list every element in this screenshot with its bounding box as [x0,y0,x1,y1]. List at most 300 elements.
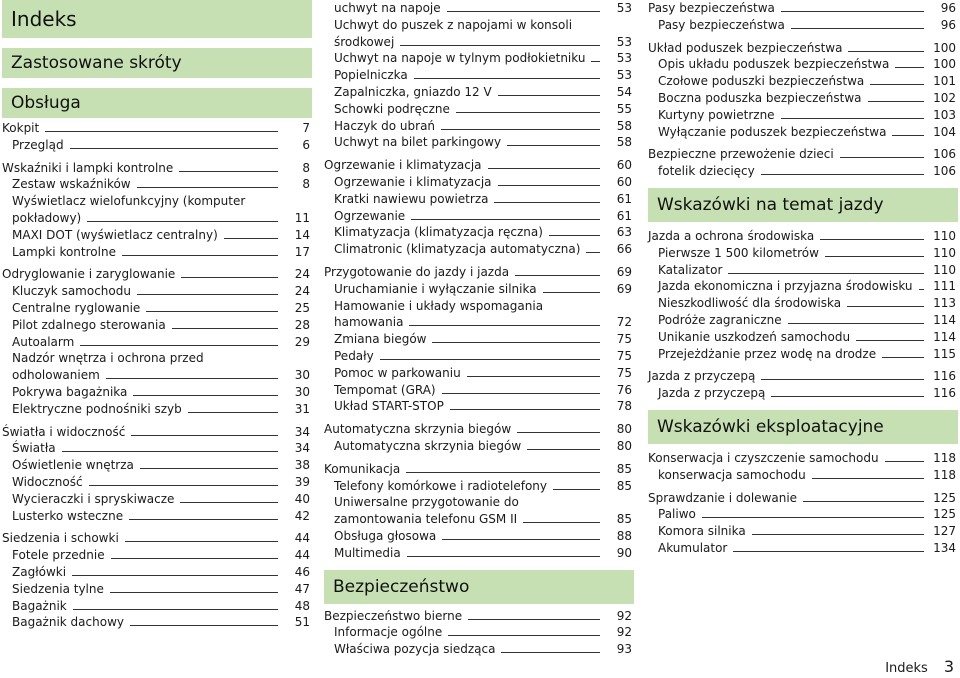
leader-line [501,652,600,653]
index-entry-sub[interactable] [324,208,634,225]
entry-page-number: 96 [940,17,956,32]
leader-line [791,28,924,29]
leader-line [456,112,600,113]
entry-label: Konserwacja i czyszczenie samochodu [648,450,879,465]
entry-label: Zapalniczka, gniazdo 12 V [334,84,492,99]
entry-label: Wycieraczki i spryskiwacze [12,491,175,506]
spacer [2,38,312,48]
entry-page-number: 80 [616,422,632,437]
entry-label: Schowki podręczne [334,101,450,116]
entry-page-number: 63 [616,225,632,240]
index-entry-sub[interactable] [324,67,634,84]
entry-page-number: 47 [294,581,310,596]
entry-page-number: 31 [294,401,310,416]
entry-page-number: 53 [616,51,632,66]
index-column-1 [2,0,312,631]
index-entry-main[interactable] [324,461,634,478]
entry-page-number: 75 [616,365,632,380]
leader-line [825,256,924,257]
leader-line [895,67,924,68]
leader-line [441,129,600,130]
entry-page-number: 102 [933,90,956,105]
index-entry-sub[interactable] [2,334,312,351]
entry-page-number: 101 [933,74,956,89]
leader-line [892,135,924,136]
index-entry-sub[interactable] [648,278,958,295]
entry-page-number: 114 [933,329,956,344]
entry-page-number: 8 [302,177,310,192]
index-entry-sub[interactable] [324,438,634,455]
entry-page-number: 111 [933,279,956,294]
entry-label: Wyłączanie poduszek bezpieczeństwa [658,124,887,139]
spacer [648,402,958,410]
entry-page-number: 51 [294,615,310,630]
entry-label: Wyświetlacz wielofunkcyjny (komputer pokładowy) [12,194,246,225]
index-entry-sub[interactable] [648,467,958,484]
entry-page-number: 88 [616,528,632,543]
index-entry-main[interactable] [2,160,312,177]
leader-line [498,185,600,186]
leader-line [411,219,600,220]
entry-page-number: 58 [616,135,632,150]
index-entry-sub[interactable] [324,365,634,382]
entry-label: Kluczyk samochodu [12,284,131,299]
index-entry-sub[interactable] [648,124,958,141]
entry-label: Bezpieczeństwo bierne [324,608,463,623]
entry-page-number: 103 [933,107,956,122]
entry-page-number: 46 [294,564,310,579]
leader-line [407,556,600,557]
entry-label: Bagażnik dachowy [12,615,124,630]
entry-page-number: 69 [616,281,632,296]
entry-label: Boczna poduszka bezpieczeństwa [658,90,862,105]
leader-line [788,323,924,324]
entry-label: Układ poduszek bezpieczeństwa [648,40,843,55]
entry-label: Kokpit [2,121,40,135]
entry-page-number: 78 [616,399,632,414]
leader-line [467,376,600,377]
index-entry-sub[interactable] [324,478,634,495]
leader-line [728,273,924,274]
index-entry-main[interactable] [2,530,312,547]
section-heading: Zastosowane skróty [2,48,312,78]
entry-label: Elektryczne podnośniki szyb [12,401,182,416]
index-entry-sub[interactable] [324,331,634,348]
index-entry-sub[interactable] [648,73,958,90]
index-entry-sub[interactable] [324,545,634,562]
leader-line [442,539,600,540]
leader-line [70,148,278,149]
leader-line [89,485,278,486]
entry-label: Uniwersalne przygotowanie do zamontowania telefonu GSM II [334,495,519,527]
index-entry-sub[interactable] [2,581,312,598]
footer-label: Indeks [885,661,928,676]
entry-page-number: 40 [294,491,310,506]
entry-label: Czołowe poduszki bezpieczeństwa [658,74,865,89]
leader-line [517,432,600,433]
entry-label: Siedzenia i schowki [2,531,119,546]
index-entry-sub[interactable] [648,506,958,523]
entry-label: Układ START-STOP [334,399,444,414]
index-entry-main[interactable] [648,368,958,385]
index-entry-sub[interactable] [648,540,958,557]
entry-label: Uruchamianie i wyłączanie silnika [334,281,537,296]
entry-page-number: 17 [294,244,310,259]
index-entry-sub[interactable] [324,134,634,151]
leader-line [106,378,278,379]
entry-page-number: 127 [933,524,956,539]
entry-page-number: 34 [294,424,310,439]
index-entry-sub[interactable] [324,528,634,545]
leader-line [752,534,924,535]
entry-page-number: 24 [294,267,310,282]
index-entry-sub[interactable] [2,491,312,508]
entry-page-number: 113 [933,296,956,311]
leader-line [137,187,278,188]
entry-label: Lusterko wsteczne [12,508,124,523]
index-entry-sub[interactable] [648,245,958,262]
index-entry-main[interactable] [648,228,958,245]
entry-page-number: 25 [294,300,310,315]
leader-line [133,395,278,396]
leader-line [179,171,278,172]
index-entry-sub[interactable] [324,118,634,135]
entry-label: MAXI DOT (wyświetlacz centralny) [12,227,218,242]
index-entry-sub[interactable] [324,298,634,332]
index-entry-sub[interactable] [2,564,312,581]
index-entry-sub[interactable] [324,191,634,208]
index-entry-sub[interactable] [648,163,958,180]
entry-page-number: 55 [616,101,632,116]
entry-page-number: 93 [616,642,632,657]
index-entry-sub[interactable] [324,101,634,118]
entry-page-number: 58 [616,118,632,133]
entry-label: fotelik dziecięcy [658,164,755,179]
leader-line [702,517,924,518]
index-entry-sub[interactable] [324,624,634,641]
entry-label: Uchwyt na bilet parkingowy [334,135,502,150]
index-entry-sub[interactable] [324,224,634,241]
leader-line [586,252,600,253]
index-entry-sub[interactable] [2,244,312,261]
entry-label: Ogrzewanie i klimatyzacja [324,158,482,173]
index-entry-sub[interactable] [2,614,312,631]
leader-line [414,78,600,79]
leader-line [781,118,924,119]
entry-page-number: 54 [616,84,632,99]
entry-page-number: 28 [294,317,310,332]
index-entry-sub[interactable] [2,176,312,193]
entry-label: Climatronic (klimatyzacja automatyczna) [334,242,581,257]
leader-line [129,519,278,520]
leader-line [140,468,278,469]
leader-line [172,328,278,329]
index-entry-sub[interactable] [648,346,958,363]
leader-line [549,235,600,236]
leader-line [868,101,924,102]
leader-line [406,472,600,473]
entry-page-number: 75 [616,332,632,347]
entry-page-number: 92 [616,608,632,623]
section-heading: Indeks [2,0,312,38]
entry-page-number: 118 [933,467,956,482]
index-entry-sub[interactable] [2,384,312,401]
entry-label: Jazda ekonomiczna i przyjazna środowisku [658,279,913,294]
entry-page-number: 90 [616,545,632,560]
entry-label: Bezpieczne przewożenie dzieci [648,147,834,162]
index-entry-sub[interactable] [324,348,634,365]
entry-label: Paliwo [658,507,696,522]
leader-line [553,489,600,490]
entry-label: Pasy bezpieczeństwa [648,1,775,15]
entry-page-number: 44 [294,531,310,546]
index-entry-sub[interactable] [2,547,312,564]
entry-page-number: 39 [294,474,310,489]
leader-line [820,239,924,240]
index-entry-sub[interactable] [324,84,634,101]
entry-label: Pedały [334,348,374,363]
entry-label: Pomoc w parkowaniu [334,365,461,380]
index-entry-sub[interactable] [324,241,634,258]
index-entry-sub[interactable] [2,457,312,474]
entry-label: Opis układu poduszek bezpieczeństwa [658,57,890,72]
index-entry-sub[interactable] [2,193,312,227]
entry-label: Haczyk do ubrań [334,118,436,133]
leader-line [125,541,278,542]
index-entry-sub[interactable] [324,281,634,298]
entry-label: Sprawdzanie i dolewanie [648,490,798,505]
index-entry-main[interactable] [648,146,958,163]
entry-label: Zmiana biegów [334,332,427,347]
entry-page-number: 110 [933,228,956,243]
page-number: 3 [943,657,954,676]
index-entry-sub[interactable] [2,474,312,491]
leader-line [447,11,600,12]
entry-label: Przejeżdżanie przez wodę na drodze [658,346,877,361]
leader-line [181,277,278,278]
entry-label: Automatyczna skrzynia biegów [334,438,522,453]
index-entry-main[interactable] [648,0,958,17]
entry-label: Jazda a ochrona środowiska [648,228,815,243]
leader-line [72,575,278,576]
entry-label: Akumulator [658,540,728,555]
entry-label: Widoczność [12,474,83,489]
entry-label: Popielniczka [334,68,408,83]
entry-page-number: 125 [933,490,956,505]
entry-page-number: 60 [616,158,632,173]
index-entry-main[interactable] [648,40,958,57]
index-entry-sub[interactable] [2,598,312,615]
index-entry-sub[interactable] [2,137,312,154]
section-heading: Wskazówki eksploatacyjne [648,410,958,444]
index-entry-main[interactable] [2,266,312,283]
entry-page-number: 24 [294,284,310,299]
index-entry-sub[interactable] [324,382,634,399]
index-entry-sub[interactable] [324,17,634,51]
index-entry-sub[interactable] [648,312,958,329]
entry-page-number: 76 [616,382,632,397]
entry-page-number: 30 [294,384,310,399]
index-entry-sub[interactable] [648,17,958,34]
leader-line [543,292,600,293]
entry-label: Centralne ryglowanie [12,300,141,315]
entry-label: Obsługa głosowa [334,528,437,543]
entry-page-number: 92 [616,625,632,640]
entry-page-number: 8 [302,160,310,175]
entry-label: Tempomat (GRA) [334,382,436,397]
entry-page-number: 114 [933,312,956,327]
index-entry-sub[interactable] [648,295,958,312]
index-entry-sub[interactable] [324,0,634,17]
index-entry-sub[interactable] [648,262,958,279]
entry-label: Komunikacja [324,461,401,476]
index-entry-sub[interactable] [648,56,958,73]
entry-page-number: 85 [616,512,632,527]
entry-page-number: 116 [933,369,956,384]
index-entry-main[interactable] [324,421,634,438]
index-entry-sub[interactable] [2,508,312,525]
leader-line [848,51,924,52]
leader-line [111,558,278,559]
leader-line [409,325,600,326]
index-entry-main[interactable] [648,450,958,467]
entry-page-number: 104 [933,124,956,139]
entry-page-number: 6 [302,137,310,152]
entry-label: Unikanie uszkodzeń samochodu [658,329,851,344]
leader-line [45,131,278,132]
entry-page-number: 96 [940,1,956,15]
entry-label: Multimedia [334,545,401,560]
entry-label: uchwyt na napoje [334,1,441,15]
entry-page-number: 11 [294,210,310,225]
index-entry-sub[interactable] [2,283,312,300]
entry-label: Przygotowanie do jazdy i jazda [324,264,510,279]
leader-line [803,501,924,502]
leader-line [380,359,600,360]
index-entry-sub[interactable] [2,300,312,317]
leader-line [591,61,600,62]
entry-page-number: 44 [294,548,310,563]
entry-label: Zestaw wskaźników [12,177,131,192]
leader-line [62,451,278,452]
index-entry-sub[interactable] [324,398,634,415]
entry-label: Oświetlenie wnętrza [12,458,134,473]
entry-label: Kratki nawiewu powietrza [334,191,489,206]
index-entry-main[interactable] [324,264,634,281]
leader-line [180,502,278,503]
index-entry-main[interactable] [2,424,312,441]
index-entry-sub[interactable] [324,494,634,528]
leader-line [856,340,924,341]
entry-label: Hamowanie i układy wspomagania hamowania [334,298,544,330]
leader-line [733,551,924,552]
index-entry-main[interactable] [648,490,958,507]
leader-line [400,45,600,46]
entry-label: konserwacja samochodu [658,467,806,482]
entry-page-number: 30 [294,368,310,383]
entry-label: Siedzenia tylne [12,581,104,596]
index-entry-sub[interactable] [648,107,958,124]
entry-label: Wskaźniki i lampki kontrolne [2,160,174,175]
entry-page-number: 66 [616,242,632,257]
entry-label: Lampki kontrolne [12,244,116,259]
leader-line [840,157,924,158]
entry-page-number: 85 [616,478,632,493]
entry-page-number: 7 [302,121,310,135]
entry-page-number: 80 [616,438,632,453]
index-entry-main[interactable] [2,120,312,137]
entry-page-number: 75 [616,348,632,363]
leader-line [432,342,600,343]
section-heading: Bezpieczeństwo [324,570,634,604]
leader-line [761,379,924,380]
entry-label: Klimatyzacja (klimatyzacja ręczna) [334,225,543,240]
index-column-2 [324,0,634,658]
leader-line [523,522,600,523]
entry-page-number: 85 [616,461,632,476]
index-entry-sub[interactable] [2,350,312,384]
entry-label: Fotele przednie [12,548,105,563]
leader-line [812,478,924,479]
index-entry-sub[interactable] [2,440,312,457]
entry-page-number: 116 [933,386,956,401]
leader-line [527,449,600,450]
index-entry-sub[interactable] [648,329,958,346]
leader-line [498,95,600,96]
entry-label: Kurtyny powietrzne [658,107,775,122]
leader-line [781,11,924,12]
entry-page-number: 61 [616,191,632,206]
section-heading: Wskazówki na temat jazdy [648,188,958,222]
leader-line [494,202,600,203]
leader-line [448,635,600,636]
leader-line [122,255,278,256]
leader-line [137,294,278,295]
entry-page-number: 100 [933,40,956,55]
entry-label: Uchwyt na napoje w tylnym podłokietniku [334,51,586,66]
entry-label: Pierwsze 1 500 kilometrów [658,245,819,260]
index-entry-sub[interactable] [324,174,634,191]
index-entry-sub[interactable] [648,385,958,402]
entry-label: Nieszkodliwość dla środowiska [658,296,842,311]
index-entry-sub[interactable] [648,90,958,107]
leader-line [110,592,278,593]
entry-page-number: 69 [616,264,632,279]
entry-page-number: 61 [616,208,632,223]
leader-line [882,357,924,358]
entry-label: Automatyczna skrzynia biegów [324,422,512,437]
leader-line [224,238,278,239]
entry-page-number: 118 [933,450,956,465]
leader-line [442,393,600,394]
entry-label: Autoalarm [12,334,75,349]
index-entry-sub[interactable] [324,641,634,658]
leader-line [73,609,278,610]
index-entry-main[interactable] [324,608,634,625]
index-entry-sub[interactable] [2,227,312,244]
entry-label: Nadzór wnętrza i ochrona przed odholowaniem [12,351,204,383]
leader-line [488,168,600,169]
index-entry-sub[interactable] [2,401,312,418]
leader-line [146,311,278,312]
index-entry-sub[interactable] [324,50,634,67]
entry-label: Pilot zdalnego sterowania [12,317,166,332]
index-entry-sub[interactable] [2,317,312,334]
index-entry-main[interactable] [324,157,634,174]
entry-page-number: 60 [616,174,632,189]
entry-page-number: 106 [933,164,956,179]
index-entry-sub[interactable] [648,523,958,540]
